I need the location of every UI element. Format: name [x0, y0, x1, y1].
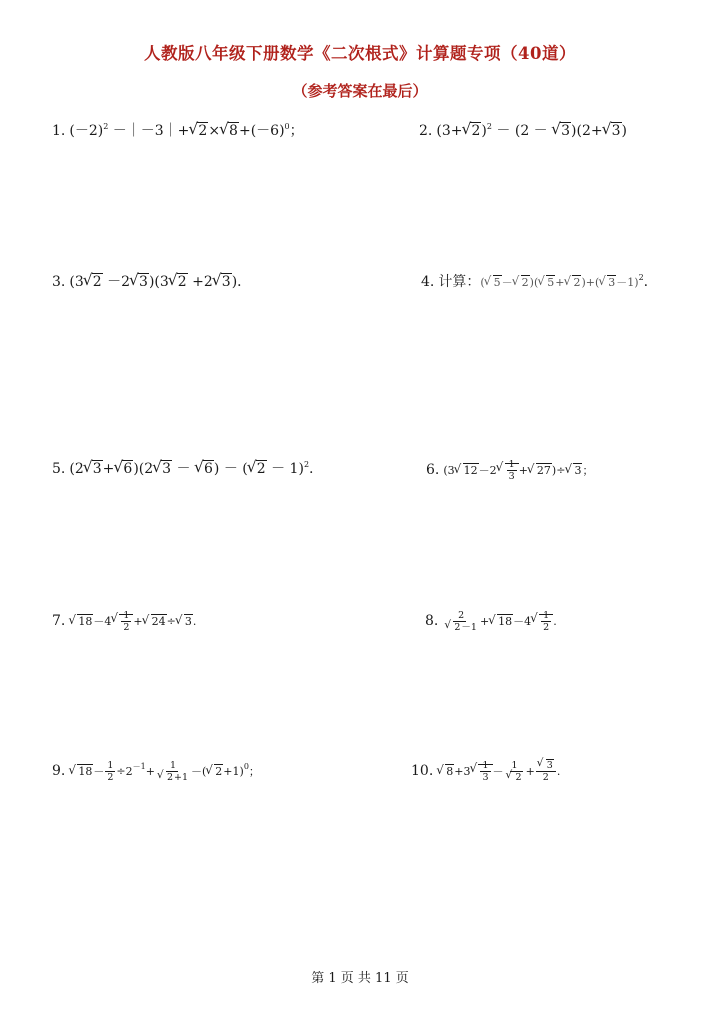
problem-expression: √ 8+3 √ $\frac{1}{3}$ － 1 √ 2 + √ $\frac{3}{2}$ .	[437, 765, 560, 778]
problem-label: 计算：	[438, 274, 481, 290]
page-subtitle: （参考答案在最后）	[292, 82, 428, 100]
problem-number: 4.	[421, 274, 435, 290]
problem-expression: √ 18－4 √ $\frac{1}{2}$ +√ 24÷√ 3.	[69, 615, 196, 628]
problem-expression: (3√ 2 －2√ 3)(3√ 2 +2√ 3)．	[69, 274, 251, 290]
problem-expression: $(-2)^2$ －｜－3｜+√ 2×√ $8+(-6)^0$；	[69, 123, 303, 139]
problem-expression: 2 √ 2－1 +√ 18－4 √ $\frac{1}{2}$ .	[442, 615, 556, 628]
problem-9	[52, 760, 260, 783]
problem-7	[52, 610, 196, 633]
problem-number: 9.	[52, 762, 66, 779]
problem-5	[52, 459, 313, 479]
problem-expression: (2√ 3+√ 6)(2√ 3 － √ 6) － (√ 2 － 1)$^2$.	[69, 461, 313, 477]
problem-number: 2.	[419, 123, 433, 139]
problem-expression: (3+√ 2)$^2$ － (2 － √ 3)(2+√ 3)	[436, 123, 627, 139]
problem-4: 4. 计算：(√ 5－√ 2)(√ 5+√ 2)+(√ 3－1)$^2$.	[421, 272, 648, 293]
problem-number: 6.	[426, 461, 440, 478]
problem-number: 3.	[52, 274, 66, 290]
problem-expression: (3√ 12－2 √ $\frac{1}{3}$ +√ 27)÷√ 3；	[443, 464, 593, 477]
problem-8	[425, 610, 557, 633]
problem-10	[411, 760, 560, 783]
problem-2	[419, 121, 627, 141]
problem-3	[52, 272, 251, 292]
problem-expression: (√ 5－√ 2)(√ 5+√ 2)+(√ 3－1)	[480, 276, 638, 289]
problem-number: 7.	[52, 612, 66, 629]
problem-number: 5.	[52, 461, 66, 477]
problem-6	[426, 459, 593, 482]
problem-number: 1.	[52, 123, 66, 139]
problem-number: 10.	[411, 762, 434, 779]
page-title: 人教版八年级下册数学《二次根式》计算题专项（40道）	[144, 44, 576, 63]
problem-expression: √ 18－ $\frac{1}{2}$ $\div 2^{-1}+$ 1 √ 2+1 －(√ 2+1)$^0$；	[69, 765, 260, 778]
problem-number: 8.	[425, 612, 439, 629]
problem-1	[52, 121, 304, 141]
page-footer: 第 1 页 共 11 页	[311, 971, 409, 986]
